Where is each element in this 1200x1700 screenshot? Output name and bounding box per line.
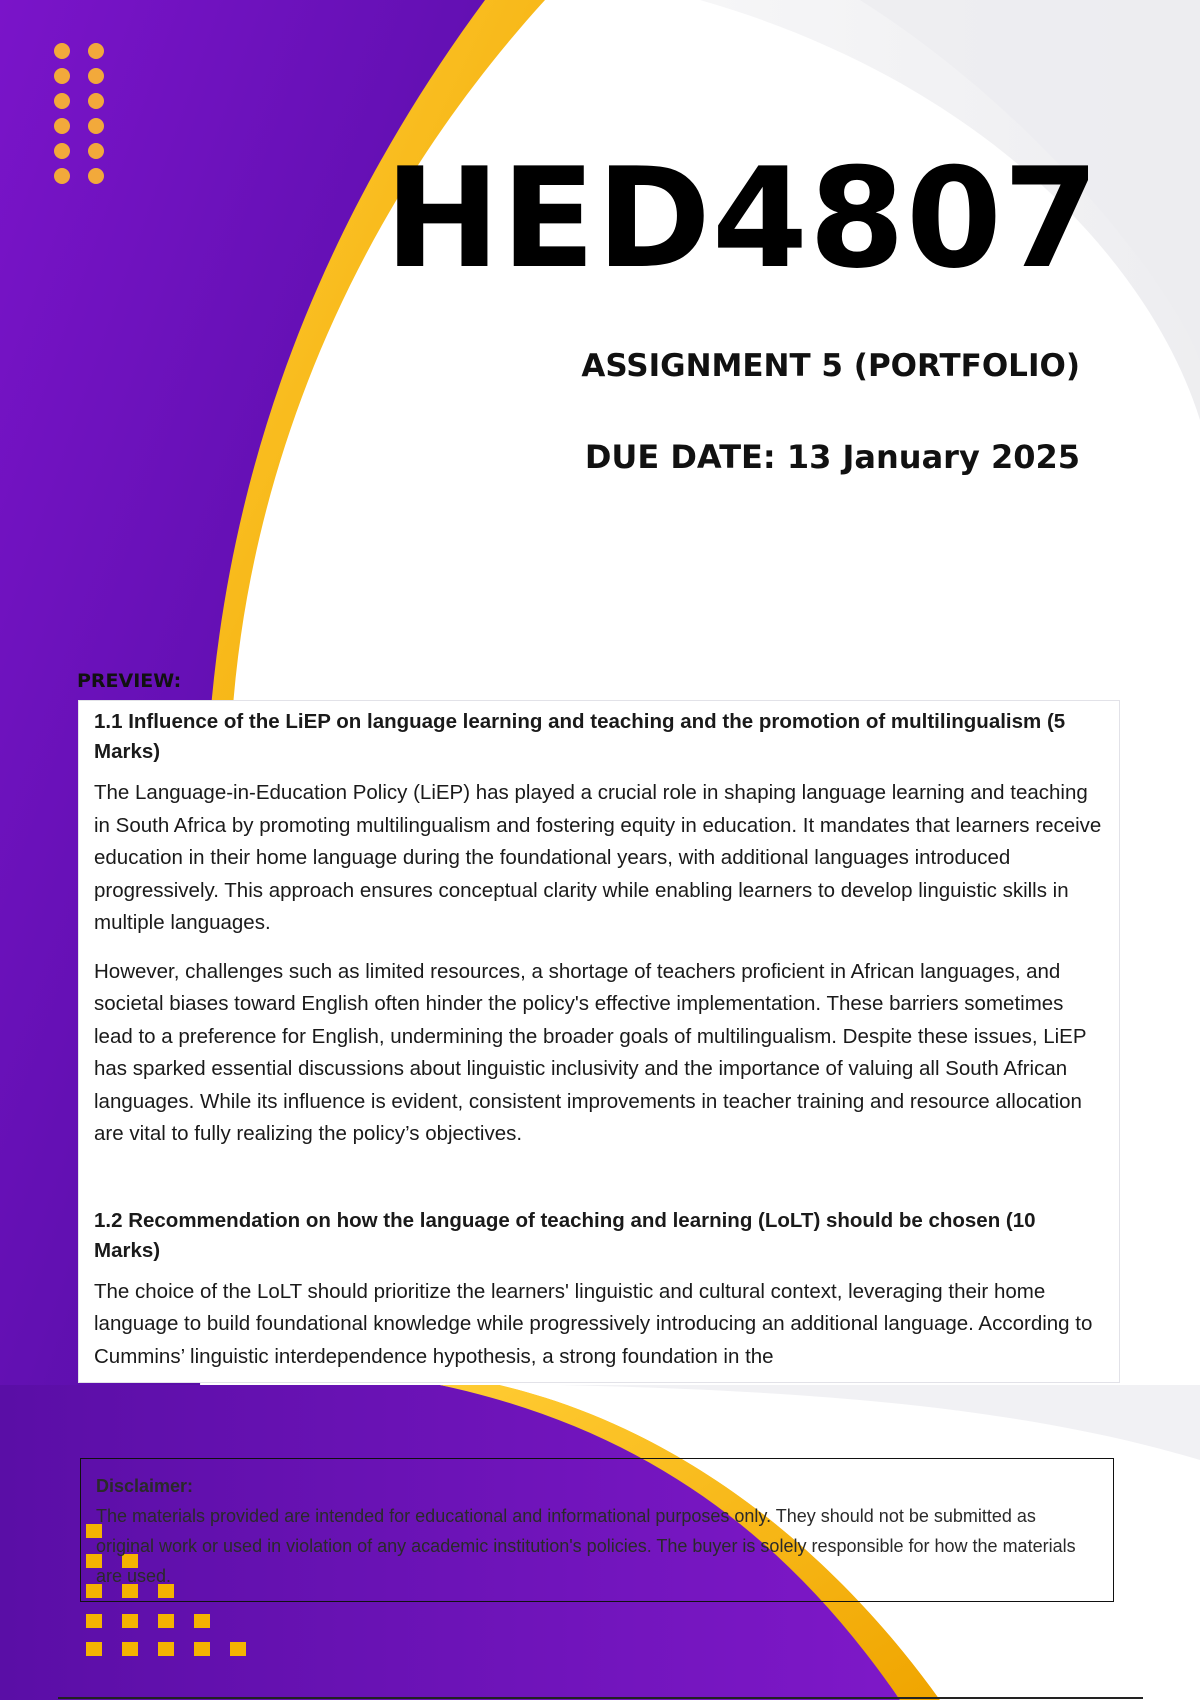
due-date: DUE DATE: 13 January 2025 (584, 438, 1080, 476)
preview-label: PREVIEW: (77, 670, 182, 692)
preview-excerpt[interactable] (78, 700, 1120, 1383)
decorative-dots-top (50, 42, 120, 192)
disclaimer-heading: Disclaimer: (96, 1476, 194, 1496)
section-1-1-paragraph: However, challenges such as limited resources, a shortage of teachers proficient in African languages, and societal biases toward English often hinder the policy's effective implementation. These barriers sometimes lead to a preference for English, undermining the broader goals of multilingualism. Despite these issues, LiEP has sparked essential discussions about linguistic inclusivity and the importance of valuing all South African languages. While its influence is evident, consistent improvements in teacher training and resource allocation are vital to fully realizing the policy’s objectives. (94, 959, 1087, 1145)
bottom-rule (58, 1697, 1143, 1699)
disclaimer-box (80, 1458, 1114, 1602)
disclaimer-text: The materials provided are intended for educational and informational purposes only. They should not be submitted as original work or used in violation of any academic institution's policies. The buyer is solely responsible for how the materials are used. (96, 1506, 1076, 1586)
section-1-2-paragraph: The choice of the LoLT should prioritize the learners' linguistic and cultural context, leveraging their home language to build foundational knowledge while progressively introducing an additional language. According to Cummins’ linguistic interdependence hypothesis, a strong foundation in the (94, 1279, 1093, 1368)
section-heading-1-2: 1.2 Recommendation on how the language of teaching and learning (LoLT) should be chosen (10 Marks) (94, 1208, 1036, 1262)
course-code-title: HED4807 (384, 138, 1100, 299)
section-1-1-paragraph: The Language-in-Education Policy (LiEP) has played a crucial role in shaping language learning and teaching in South Africa by promoting multilingualism and fostering equity in education. It mandates that learners receive education in their home language during the foundational years, with additional languages introduced progressively. This approach ensures conceptual clarity while enabling learners to develop linguistic skills in multiple languages. (94, 781, 1102, 934)
section-heading-1-1: 1.1 Influence of the LiEP on language learning and teaching and the promotion of multilingualism (5 Marks) (94, 710, 1066, 763)
assignment-subtitle: ASSIGNMENT 5 (PORTFOLIO) (581, 348, 1080, 384)
